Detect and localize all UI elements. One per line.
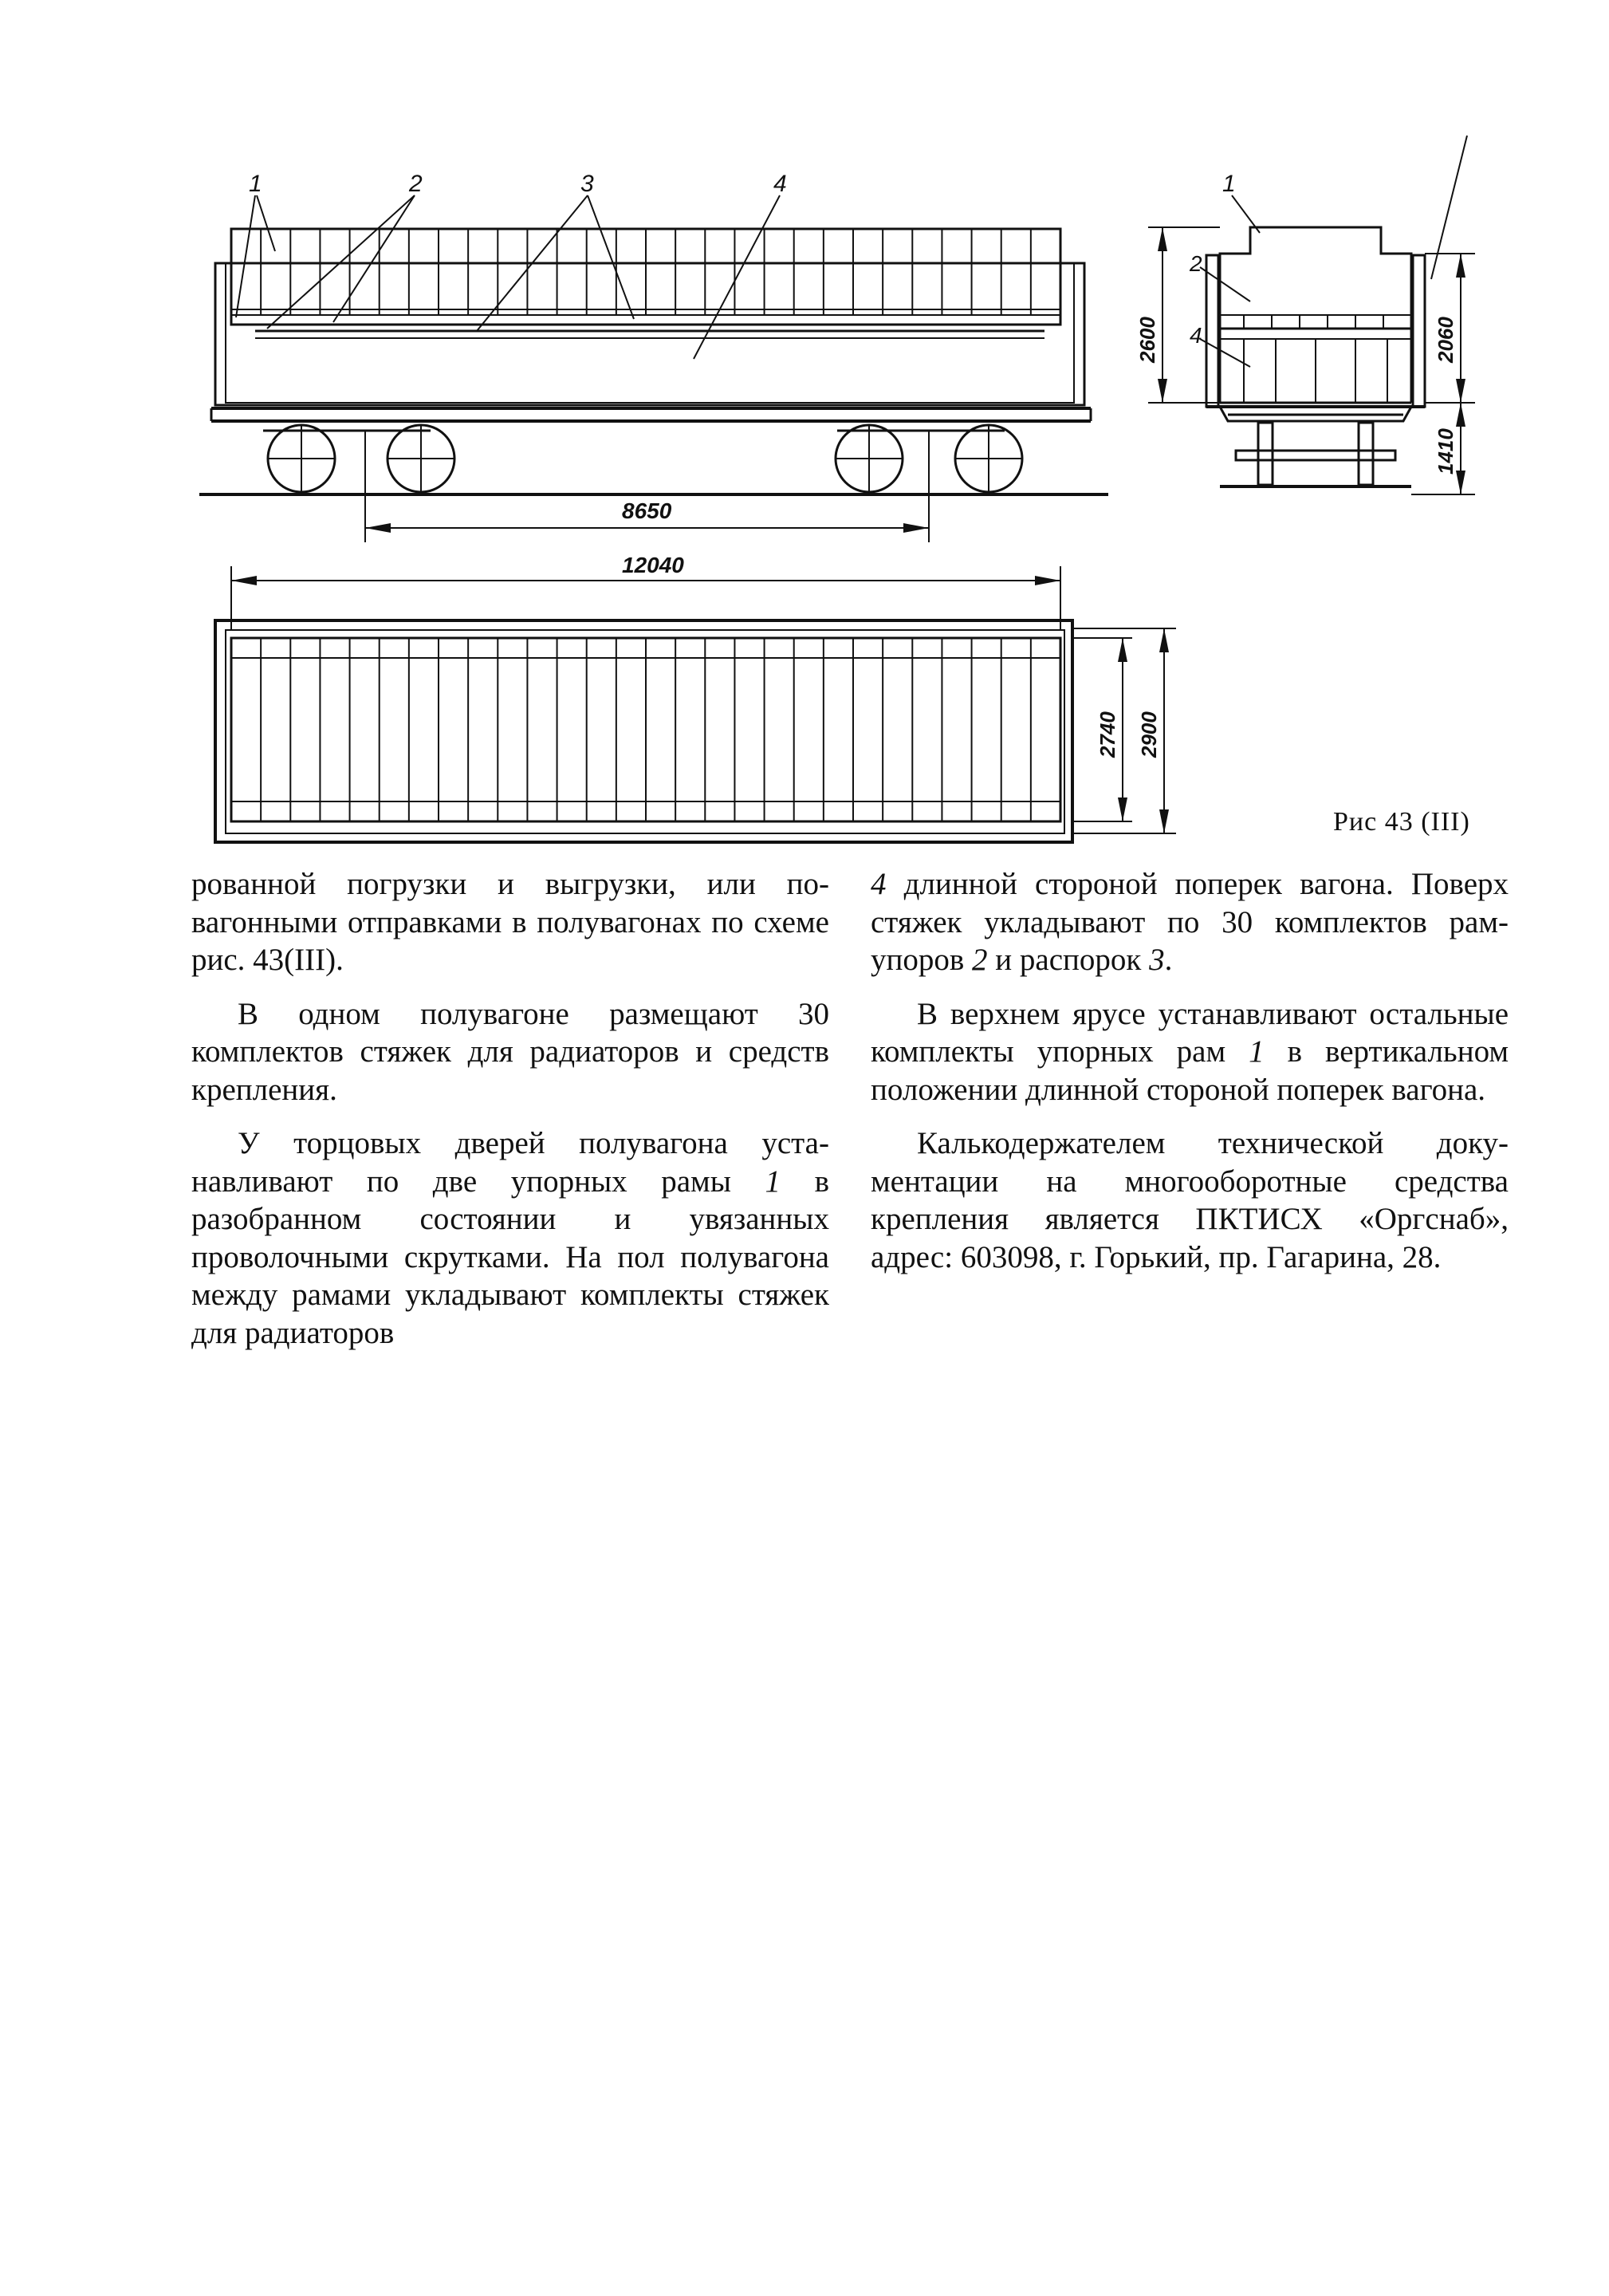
callout-2-end: 2 <box>1190 251 1202 276</box>
ref-number: 1 <box>1249 1034 1265 1069</box>
side-view <box>199 195 1108 542</box>
callout-4-end: 4 <box>1190 323 1202 348</box>
paragraph <box>191 995 829 1109</box>
ref-number: 1 <box>765 1164 781 1199</box>
paragraph-text: в вертикальном положении длинной стороной поперек вагона. <box>871 1034 1509 1107</box>
dim-8650: 8650 <box>622 498 672 523</box>
text-column-left <box>191 865 829 1368</box>
dim-2060: 2060 <box>1434 317 1458 363</box>
paragraph-text: в разобранном состоянии и увязанных проволочными скрутками. На пол полувагона между рамами укладывают комплекты стяжек для радиаторов <box>191 1164 830 1350</box>
paragraph-text: . <box>1164 943 1173 977</box>
dim-2600: 2600 <box>1135 317 1159 363</box>
paragraph <box>871 995 1509 1109</box>
dim-2740: 2740 <box>1096 711 1119 758</box>
ref-number: 4 <box>871 867 887 901</box>
callout-4-side: 4 <box>773 171 787 197</box>
paragraph-text: Калькодержателем технической документации на многооборотные средства крепления является ПКТИСХ «Оргснаб», адрес: 603098, г. Горький, пр. Гагарина, 28. <box>871 1126 1509 1274</box>
figure-caption: Рис 43 (III) <box>1333 807 1470 837</box>
callout-1-end: 1 <box>1222 171 1236 197</box>
callout-3-side: 3 <box>580 171 594 197</box>
paragraph <box>191 865 829 979</box>
paragraph-text: рованной погрузки и выгрузки, или повагонными отправками в полувагонах по схеме рис. 43(III). <box>191 867 829 977</box>
dim-2900: 2900 <box>1137 711 1161 758</box>
plan-view <box>215 566 1176 842</box>
text-column-right <box>871 865 1509 1292</box>
paragraph <box>191 1124 829 1352</box>
paragraph-text: У торцовых дверей полувагона устанавливают по две упорных рамы <box>191 1126 829 1199</box>
end-view <box>1148 136 1475 494</box>
paragraph-text: В верхнем ярусе устанавливают остальные комплекты упорных рам <box>871 996 1509 1069</box>
paragraph-text: и распорок <box>995 943 1142 977</box>
ref-number: 3 <box>1149 943 1165 977</box>
paragraph <box>871 1124 1509 1276</box>
paragraph <box>871 865 1509 979</box>
paragraph-text: длинной стороной поперек вагона. Поверх стяжек укладывают по 30 комплектов рам-упоров <box>871 867 1509 977</box>
dim-12040: 12040 <box>622 553 684 577</box>
dim-1410: 1410 <box>1434 428 1458 475</box>
ref-number: 2 <box>972 943 988 977</box>
figure-43 <box>0 0 1609 877</box>
callout-1-side: 1 <box>249 171 262 197</box>
callout-2-side: 2 <box>409 171 423 197</box>
paragraph-text: В одном полувагоне размещают 30 комплектов стяжек для радиаторов и средств крепления. <box>191 996 829 1107</box>
